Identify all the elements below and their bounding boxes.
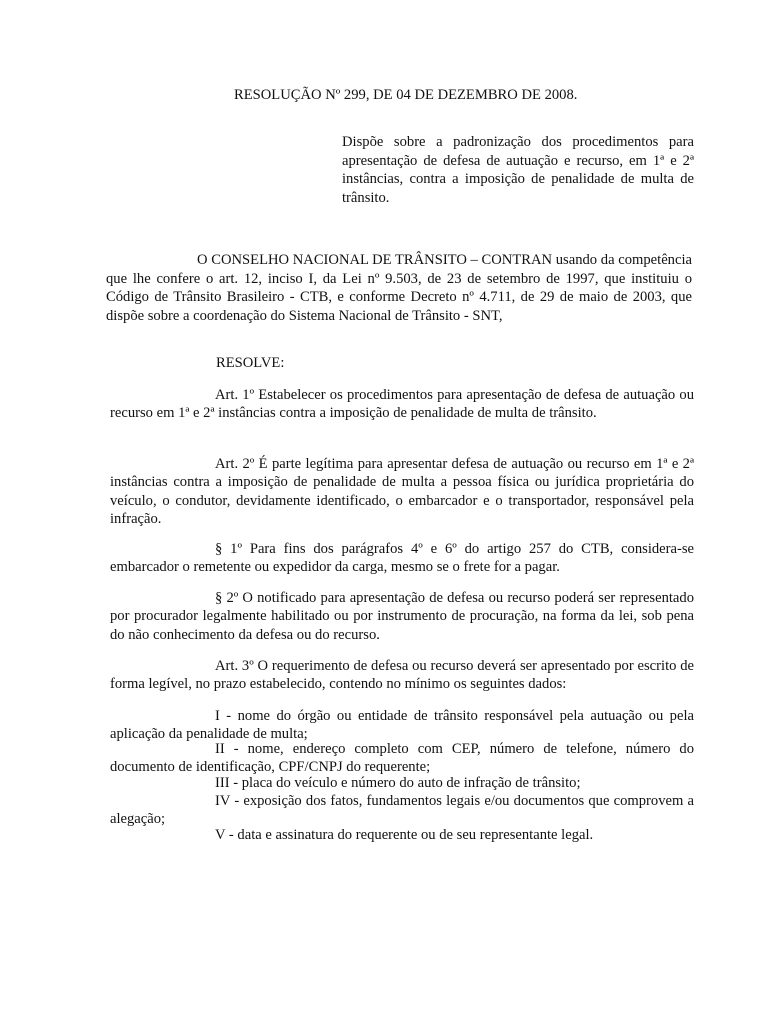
- resolve-heading: RESOLVE:: [216, 355, 285, 371]
- resolution-title: RESOLUÇÃO Nº 299, DE 04 DE DEZEMBRO DE 2008.: [234, 87, 578, 103]
- article-3-item-v: V - data e assinatura do requerente ou de seu representante legal.: [215, 827, 594, 843]
- article-3-item-ii: II - nome, endereço completo com CEP, número de telefone, número do documento de identificação, CPF/CNPJ do requerente;: [110, 741, 694, 775]
- preamble: O CONSELHO NACIONAL DE TRÂNSITO – CONTRAN usando da competência que lhe confere o art. 12, inciso I, da Lei nº 9.503, de 23 de setembro de 1997, que instituiu o Código de Trânsito Brasileiro - CTB, e conforme Decreto nº 4.711, de 29 de maio de 2003, que dispõe sobre a coordenação do Sistema Nacional de Trânsito - SNT,: [106, 252, 692, 324]
- article-3-item-iii: III - placa do veículo e número do auto de infração de trânsito;: [215, 775, 581, 791]
- ementa: Dispõe sobre a padronização dos procedimentos para apresentação de defesa de autuação e recurso, em 1ª e 2ª instâncias, contra a imposição de penalidade de multa de trânsito.: [342, 134, 694, 206]
- article-2-paragraph-1: § 1º Para fins dos parágrafos 4º e 6º do artigo 257 do CTB, considera-se embarcador o remetente ou expedidor da carga, mesmo se o frete for a pagar.: [110, 541, 694, 576]
- article-2-paragraph-2: § 2º O notificado para apresentação de defesa ou recurso poderá ser representado por procurador legalmente habilitado ou por instrumento de procuração, na forma da lei, sob pena do não conhecimento da defesa ou do recurso.: [110, 590, 694, 643]
- article-3-item-iv: IV - exposição dos fatos, fundamentos legais e/ou documentos que comprovem a alegação;: [110, 793, 694, 827]
- article-3: Art. 3º O requerimento de defesa ou recurso deverá ser apresentado por escrito de forma legível, no prazo estabelecido, contendo no mínimo os seguintes dados:: [110, 658, 694, 693]
- article-3-item-i: I - nome do órgão ou entidade de trânsito responsável pela autuação ou pela aplicação da penalidade de multa;: [110, 708, 694, 742]
- article-1: Art. 1º Estabelecer os procedimentos para apresentação de defesa de autuação ou recurso em 1ª e 2ª instâncias contra a imposição de penalidade de multa de trânsito.: [110, 387, 694, 422]
- article-2: Art. 2º É parte legítima para apresentar defesa de autuação ou recurso em 1ª e 2ª instâncias contra a imposição de penalidade de multa a pessoa física ou jurídica proprietária do veículo, o condutor, devidamente identificado, o embarcador e o transportador, responsável pela infração.: [110, 456, 694, 527]
